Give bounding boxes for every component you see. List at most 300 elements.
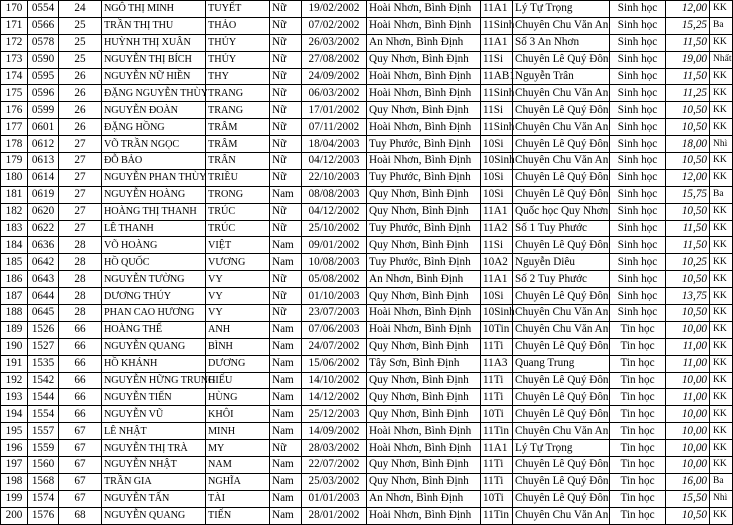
cell-mon-thi: Sinh học: [610, 153, 666, 170]
cell-giai: KK: [710, 119, 733, 136]
cell-mon-thi: Sinh học: [610, 17, 666, 34]
cell-stt: 190: [1, 338, 28, 355]
table-row: [1, 423, 733, 440]
cell-noi-sinh: Hoài Nhơn, Bình Định: [367, 305, 481, 322]
cell-ngay-sinh: 25/10/2002: [302, 220, 367, 237]
cell-noi-sinh: Tuy Phước, Bình Định: [367, 220, 481, 237]
cell-mon-thi: Tin học: [610, 338, 666, 355]
cell-mon-thi: Sinh học: [610, 220, 666, 237]
cell-phong: 66: [59, 406, 102, 423]
cell-diem: 10,00: [666, 321, 710, 338]
cell-phong: 25: [59, 51, 102, 68]
cell-phong: 27: [59, 220, 102, 237]
cell-gioi-tinh: Nữ: [270, 1, 302, 18]
cell-stt: 195: [1, 423, 28, 440]
cell-ngay-sinh: 04/12/2002: [302, 203, 367, 220]
cell-phong: 66: [59, 389, 102, 406]
table-row: [1, 305, 733, 322]
cell-ho-dem: NGUYỄN THỊ TRÀ: [102, 440, 206, 457]
cell-noi-sinh: Hoài Nhơn, Bình Định: [367, 440, 481, 457]
table-row: [1, 288, 733, 305]
cell-phong: 66: [59, 338, 102, 355]
cell-lop: 11A1: [481, 1, 513, 18]
cell-ngay-sinh: 18/04/2003: [302, 136, 367, 153]
cell-sbd: 0643: [28, 271, 59, 288]
cell-truong: Nguyễn Trân: [513, 68, 610, 85]
table-row: [1, 271, 733, 288]
cell-lop: 10Sinh: [481, 153, 513, 170]
cell-ten: TIẾN: [206, 507, 270, 524]
cell-ho-dem: NGUYỄN PHAN THÙY: [102, 169, 206, 186]
cell-truong: Chuyên Chu Văn An: [513, 305, 610, 322]
cell-giai: KK: [710, 389, 733, 406]
cell-ten: TRIỀU: [206, 169, 270, 186]
cell-ten: TÀI: [206, 490, 270, 507]
cell-diem: 10,00: [666, 457, 710, 474]
cell-gioi-tinh: Nữ: [270, 102, 302, 119]
cell-ngay-sinh: 28/03/2002: [302, 440, 367, 457]
cell-stt: 189: [1, 321, 28, 338]
cell-truong: Chuyên Lê Quý Đôn: [513, 457, 610, 474]
cell-mon-thi: Tin học: [610, 389, 666, 406]
cell-mon-thi: Tin học: [610, 507, 666, 524]
cell-ten: VƯƠNG: [206, 254, 270, 271]
cell-ho-dem: LÊ THANH: [102, 220, 206, 237]
cell-ho-dem: TRẦN THỊ THU: [102, 17, 206, 34]
cell-giai: KK: [710, 1, 733, 18]
cell-mon-thi: Tin học: [610, 372, 666, 389]
cell-lop: 11Sinh: [481, 119, 513, 136]
cell-giai: KK: [710, 423, 733, 440]
cell-giai: KK: [710, 321, 733, 338]
cell-mon-thi: Sinh học: [610, 271, 666, 288]
cell-phong: 66: [59, 372, 102, 389]
table-row: [1, 203, 733, 220]
cell-gioi-tinh: Nam: [270, 457, 302, 474]
cell-ten: HIẾU: [206, 372, 270, 389]
cell-diem: 10,00: [666, 406, 710, 423]
cell-ten: NAM: [206, 457, 270, 474]
cell-stt: 177: [1, 119, 28, 136]
cell-giai: KK: [710, 68, 733, 85]
cell-phong: 28: [59, 271, 102, 288]
cell-diem: 13,75: [666, 288, 710, 305]
cell-sbd: 1560: [28, 457, 59, 474]
cell-noi-sinh: Quy Nhơn, Bình Định: [367, 288, 481, 305]
cell-lop: 11Ti: [481, 372, 513, 389]
cell-phong: 27: [59, 203, 102, 220]
cell-lop: 10Ti: [481, 406, 513, 423]
cell-giai: KK: [710, 288, 733, 305]
cell-noi-sinh: Hoài Nhơn, Bình Định: [367, 1, 481, 18]
cell-stt: 171: [1, 17, 28, 34]
cell-lop: 11Sinh: [481, 17, 513, 34]
cell-noi-sinh: An Nhơn, Bình Định: [367, 34, 481, 51]
cell-mon-thi: Sinh học: [610, 68, 666, 85]
cell-gioi-tinh: Nam: [270, 338, 302, 355]
cell-phong: 25: [59, 17, 102, 34]
cell-sbd: 1535: [28, 355, 59, 372]
cell-mon-thi: Sinh học: [610, 136, 666, 153]
cell-noi-sinh: Hoài Nhơn, Bình Định: [367, 507, 481, 524]
cell-truong: Chuyên Lê Quý Đôn: [513, 473, 610, 490]
cell-ten: VY: [206, 288, 270, 305]
cell-ngay-sinh: 07/06/2003: [302, 321, 367, 338]
cell-giai: Nhì: [710, 490, 733, 507]
cell-truong: Chuyên Chu Văn An: [513, 321, 610, 338]
cell-giai: KK: [710, 220, 733, 237]
cell-ho-dem: PHAN CAO HƯƠNG: [102, 305, 206, 322]
table-row: [1, 1, 733, 18]
cell-sbd: 1557: [28, 423, 59, 440]
cell-noi-sinh: An Nhơn, Bình Định: [367, 490, 481, 507]
table-row: [1, 338, 733, 355]
cell-gioi-tinh: Nữ: [270, 169, 302, 186]
cell-sbd: 0620: [28, 203, 59, 220]
cell-ten: KHÔI: [206, 406, 270, 423]
cell-noi-sinh: Quy Nhơn, Bình Định: [367, 372, 481, 389]
cell-stt: 196: [1, 440, 28, 457]
cell-ten: TUYẾT: [206, 1, 270, 18]
cell-sbd: 0636: [28, 237, 59, 254]
cell-phong: 27: [59, 169, 102, 186]
table-row: [1, 85, 733, 102]
cell-ngay-sinh: 27/08/2002: [302, 51, 367, 68]
table-row: [1, 119, 733, 136]
cell-ten: TRONG: [206, 186, 270, 203]
cell-diem: 11,25: [666, 85, 710, 102]
cell-truong: Chuyên Lê Quý Đôn: [513, 237, 610, 254]
cell-lop: 11Tin: [481, 507, 513, 524]
cell-stt: 186: [1, 271, 28, 288]
table-row: [1, 17, 733, 34]
cell-ho-dem: HỒ QUỐC: [102, 254, 206, 271]
cell-ten: ANH: [206, 321, 270, 338]
cell-noi-sinh: Hoài Nhơn, Bình Định: [367, 17, 481, 34]
cell-gioi-tinh: Nữ: [270, 153, 302, 170]
cell-gioi-tinh: Nữ: [270, 17, 302, 34]
cell-sbd: 0612: [28, 136, 59, 153]
cell-diem: 15,25: [666, 17, 710, 34]
cell-ngay-sinh: 07/11/2002: [302, 119, 367, 136]
table-row: [1, 237, 733, 254]
cell-diem: 11,50: [666, 237, 710, 254]
cell-lop: 10Si: [481, 288, 513, 305]
cell-giai: KK: [710, 457, 733, 474]
cell-lop: 10Si: [481, 186, 513, 203]
cell-noi-sinh: Quy Nhơn, Bình Định: [367, 237, 481, 254]
cell-ngay-sinh: 05/08/2002: [302, 271, 367, 288]
cell-truong: Chuyên Chu Văn An: [513, 17, 610, 34]
cell-giai: KK: [710, 153, 733, 170]
cell-gioi-tinh: Nữ: [270, 68, 302, 85]
cell-mon-thi: Sinh học: [610, 237, 666, 254]
cell-gioi-tinh: Nữ: [270, 34, 302, 51]
cell-ngay-sinh: 25/03/2002: [302, 473, 367, 490]
cell-ho-dem: HUỲNH THỊ XUÂN: [102, 34, 206, 51]
cell-ho-dem: HOÀNG THỊ THANH: [102, 203, 206, 220]
cell-stt: 188: [1, 305, 28, 322]
table-row: [1, 51, 733, 68]
cell-gioi-tinh: Nam: [270, 254, 302, 271]
cell-sbd: 0622: [28, 220, 59, 237]
cell-ten: DƯƠNG: [206, 355, 270, 372]
cell-giai: KK: [710, 355, 733, 372]
cell-truong: Quốc học Quy Nhơn: [513, 203, 610, 220]
table-row: [1, 153, 733, 170]
cell-stt: 173: [1, 51, 28, 68]
cell-ho-dem: NGUYỄN HỮNG TRUNG: [102, 372, 206, 389]
cell-noi-sinh: Quy Nhơn, Bình Định: [367, 186, 481, 203]
cell-noi-sinh: Quy Nhơn, Bình Định: [367, 51, 481, 68]
cell-truong: Chuyên Lê Quý Đôn: [513, 406, 610, 423]
cell-lop: 10Ti: [481, 490, 513, 507]
cell-noi-sinh: An Nhơn, Bình Định: [367, 271, 481, 288]
cell-lop: 11AB1: [481, 68, 513, 85]
cell-truong: Chuyên Lê Quý Đôn: [513, 186, 610, 203]
cell-ngay-sinh: 17/01/2002: [302, 102, 367, 119]
cell-lop: 11A1: [481, 271, 513, 288]
table-row: [1, 254, 733, 271]
cell-ngay-sinh: 28/01/2002: [302, 507, 367, 524]
cell-ngay-sinh: 09/01/2002: [302, 237, 367, 254]
cell-lop: 11A1: [481, 203, 513, 220]
cell-mon-thi: Tin học: [610, 321, 666, 338]
cell-ngay-sinh: 22/07/2002: [302, 457, 367, 474]
cell-stt: 187: [1, 288, 28, 305]
cell-ho-dem: NGUYỄN TIẾN: [102, 389, 206, 406]
cell-gioi-tinh: Nam: [270, 321, 302, 338]
cell-lop: 11A2: [481, 220, 513, 237]
cell-stt: 172: [1, 34, 28, 51]
cell-lop: 11Ti: [481, 457, 513, 474]
cell-truong: Chuyên Chu Văn An: [513, 507, 610, 524]
cell-giai: Nhất: [710, 51, 733, 68]
cell-giai: KK: [710, 440, 733, 457]
cell-giai: KK: [710, 305, 733, 322]
cell-ten: TRÚC: [206, 203, 270, 220]
cell-ho-dem: LÊ NHẬT: [102, 423, 206, 440]
cell-sbd: 0645: [28, 305, 59, 322]
cell-noi-sinh: Quy Nhơn, Bình Định: [367, 102, 481, 119]
cell-gioi-tinh: Nữ: [270, 305, 302, 322]
cell-diem: 10,00: [666, 423, 710, 440]
cell-ten: THY: [206, 68, 270, 85]
cell-sbd: 0595: [28, 68, 59, 85]
cell-diem: 10,50: [666, 305, 710, 322]
cell-ngay-sinh: 10/08/2003: [302, 254, 367, 271]
cell-ngay-sinh: 07/02/2002: [302, 17, 367, 34]
cell-sbd: 1542: [28, 372, 59, 389]
cell-lop: 11A1: [481, 440, 513, 457]
cell-truong: Chuyên Lê Quý Đôn: [513, 389, 610, 406]
cell-diem: 15,75: [666, 186, 710, 203]
cell-truong: Chuyên Lê Quý Đôn: [513, 136, 610, 153]
cell-ten: MINH: [206, 423, 270, 440]
cell-sbd: 0590: [28, 51, 59, 68]
cell-phong: 67: [59, 473, 102, 490]
cell-stt: 176: [1, 102, 28, 119]
cell-mon-thi: Tin học: [610, 440, 666, 457]
cell-stt: 197: [1, 457, 28, 474]
cell-ngay-sinh: 14/12/2002: [302, 389, 367, 406]
cell-truong: Chuyên Lê Quý Đôn: [513, 288, 610, 305]
cell-gioi-tinh: Nam: [270, 372, 302, 389]
table-row: [1, 102, 733, 119]
table-row: [1, 389, 733, 406]
cell-noi-sinh: Quy Nhơn, Bình Định: [367, 457, 481, 474]
cell-diem: 10,50: [666, 507, 710, 524]
cell-stt: 181: [1, 186, 28, 203]
cell-ho-dem: HOÀNG THẾ: [102, 321, 206, 338]
cell-phong: 27: [59, 136, 102, 153]
table-body: [1, 1, 733, 525]
cell-diem: 16,00: [666, 473, 710, 490]
cell-diem: 12,00: [666, 1, 710, 18]
cell-phong: 67: [59, 423, 102, 440]
cell-ho-dem: NGUYỄN QUANG: [102, 507, 206, 524]
cell-ho-dem: NGUYỄN QUANG: [102, 338, 206, 355]
cell-mon-thi: Sinh học: [610, 254, 666, 271]
cell-lop: 11A1: [481, 34, 513, 51]
cell-giai: KK: [710, 271, 733, 288]
cell-giai: KK: [710, 102, 733, 119]
cell-ten: THẢO: [206, 17, 270, 34]
table-row: [1, 440, 733, 457]
cell-ngay-sinh: 22/10/2003: [302, 169, 367, 186]
cell-ho-dem: NGUYỄN TẤN: [102, 490, 206, 507]
cell-ho-dem: DƯƠNG THÚY: [102, 288, 206, 305]
cell-lop: 10Sinh: [481, 305, 513, 322]
cell-ho-dem: NGUYỄN THỊ BÍCH: [102, 51, 206, 68]
table-row: [1, 355, 733, 372]
cell-sbd: 1554: [28, 406, 59, 423]
cell-mon-thi: Tin học: [610, 490, 666, 507]
cell-sbd: 0596: [28, 85, 59, 102]
cell-truong: Chuyên Lê Quý Đôn: [513, 338, 610, 355]
cell-gioi-tinh: Nam: [270, 186, 302, 203]
cell-diem: 10,50: [666, 271, 710, 288]
cell-truong: Chuyên Lê Quý Đôn: [513, 51, 610, 68]
cell-mon-thi: Sinh học: [610, 203, 666, 220]
cell-ngay-sinh: 14/09/2002: [302, 423, 367, 440]
cell-gioi-tinh: Nam: [270, 237, 302, 254]
cell-diem: 11,00: [666, 338, 710, 355]
cell-ho-dem: ĐẶNG HỒNG: [102, 119, 206, 136]
table-row: [1, 457, 733, 474]
cell-mon-thi: Sinh học: [610, 102, 666, 119]
cell-noi-sinh: Quy Nhơn, Bình Định: [367, 389, 481, 406]
cell-diem: 10,00: [666, 440, 710, 457]
cell-lop: 10A2: [481, 254, 513, 271]
cell-lop: 11Si: [481, 102, 513, 119]
cell-stt: 192: [1, 372, 28, 389]
cell-phong: 66: [59, 355, 102, 372]
cell-phong: 25: [59, 34, 102, 51]
cell-diem: 10,25: [666, 254, 710, 271]
cell-phong: 28: [59, 288, 102, 305]
cell-truong: Chuyên Lê Quý Đôn: [513, 102, 610, 119]
cell-ten: TRÂM: [206, 136, 270, 153]
cell-ngay-sinh: 23/07/2003: [302, 305, 367, 322]
cell-sbd: 0566: [28, 17, 59, 34]
cell-mon-thi: Sinh học: [610, 85, 666, 102]
cell-mon-thi: Tin học: [610, 457, 666, 474]
cell-ten: VY: [206, 305, 270, 322]
cell-giai: KK: [710, 203, 733, 220]
cell-mon-thi: Sinh học: [610, 34, 666, 51]
cell-gioi-tinh: Nam: [270, 490, 302, 507]
cell-ngay-sinh: 06/03/2002: [302, 85, 367, 102]
table-row: [1, 473, 733, 490]
cell-stt: 183: [1, 220, 28, 237]
cell-ten: VY: [206, 271, 270, 288]
cell-ten: TRANG: [206, 85, 270, 102]
cell-gioi-tinh: Nam: [270, 473, 302, 490]
cell-gioi-tinh: Nữ: [270, 271, 302, 288]
cell-sbd: 1568: [28, 473, 59, 490]
cell-phong: 67: [59, 457, 102, 474]
table-row: [1, 34, 733, 51]
cell-giai: Ba: [710, 186, 733, 203]
cell-gioi-tinh: Nữ: [270, 288, 302, 305]
cell-ho-dem: ĐẶNG NGUYỄN THÙY: [102, 85, 206, 102]
cell-ho-dem: ĐỖ BẢO: [102, 153, 206, 170]
cell-lop: 11Ti: [481, 389, 513, 406]
cell-diem: 11,50: [666, 220, 710, 237]
cell-ngay-sinh: 01/10/2003: [302, 288, 367, 305]
cell-lop: 11Tin: [481, 423, 513, 440]
cell-diem: 10,00: [666, 372, 710, 389]
cell-truong: Lý Tự Trọng: [513, 440, 610, 457]
cell-truong: Nguyễn Diêu: [513, 254, 610, 271]
cell-gioi-tinh: Nữ: [270, 220, 302, 237]
cell-truong: Chuyên Chu Văn An: [513, 423, 610, 440]
cell-ten: VIỆT: [206, 237, 270, 254]
cell-lop: 10Si: [481, 136, 513, 153]
cell-mon-thi: Sinh học: [610, 169, 666, 186]
cell-ten: TRÚC: [206, 220, 270, 237]
cell-stt: 184: [1, 237, 28, 254]
cell-sbd: 0554: [28, 1, 59, 18]
cell-ten: THỦY: [206, 34, 270, 51]
cell-diem: 10,50: [666, 203, 710, 220]
cell-mon-thi: Tin học: [610, 355, 666, 372]
cell-noi-sinh: Quy Nhơn, Bình Định: [367, 203, 481, 220]
cell-ten: TRÂM: [206, 119, 270, 136]
cell-giai: KK: [710, 237, 733, 254]
table-row: [1, 321, 733, 338]
cell-gioi-tinh: Nam: [270, 355, 302, 372]
cell-phong: 66: [59, 321, 102, 338]
cell-truong: Chuyên Chu Văn An: [513, 153, 610, 170]
cell-phong: 24: [59, 1, 102, 18]
cell-mon-thi: Tin học: [610, 473, 666, 490]
cell-mon-thi: Sinh học: [610, 288, 666, 305]
table-row: [1, 507, 733, 524]
cell-ho-dem: NGUYỄN NỮ HIỀN: [102, 68, 206, 85]
table-row: [1, 186, 733, 203]
cell-truong: Chuyên Chu Văn An: [513, 85, 610, 102]
cell-sbd: 0613: [28, 153, 59, 170]
cell-sbd: 1526: [28, 321, 59, 338]
cell-ho-dem: NGUYỄN TƯỜNG: [102, 271, 206, 288]
cell-ten: TRANG: [206, 102, 270, 119]
cell-giai: Ba: [710, 473, 733, 490]
cell-stt: 180: [1, 169, 28, 186]
cell-diem: 19,00: [666, 51, 710, 68]
cell-stt: 179: [1, 153, 28, 170]
